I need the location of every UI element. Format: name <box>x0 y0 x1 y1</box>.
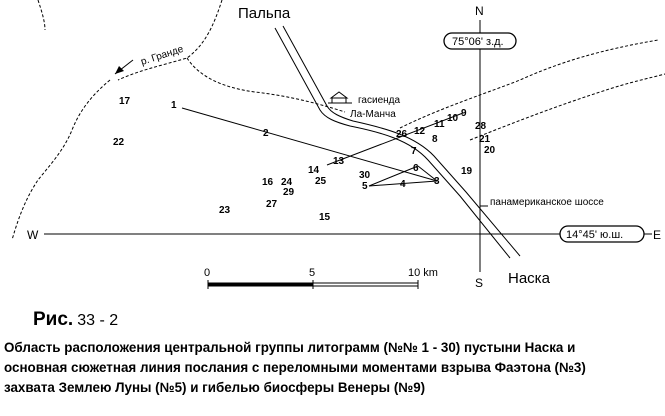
caption-line: захвата Землею Луны (№5) и гибелью биосферы Венеры (№9) <box>4 380 426 395</box>
glyph-point: 7 <box>411 146 417 157</box>
scale-bar <box>208 280 418 289</box>
glyph-point: 10 <box>447 113 459 124</box>
city-palpa: Пальпа <box>238 5 291 22</box>
terrain-line-east-2 <box>470 74 665 140</box>
longitude-label: 75°06' з.д. <box>452 36 504 48</box>
glyph-point: 23 <box>219 205 231 216</box>
scale-end: 10 km <box>408 267 438 279</box>
hacienda-icon <box>328 92 352 103</box>
glyph-point: 2 <box>263 128 269 139</box>
riverbank-line <box>187 58 345 112</box>
river-grande-line <box>118 0 222 80</box>
caption-line: Область расположения центральной группы литограмм (№№ 1 - 30) пустыни Наска и <box>4 340 576 355</box>
sight-lines <box>182 108 463 186</box>
glyph-point: 3 <box>434 176 440 187</box>
river-label: р. Гранде <box>139 43 185 68</box>
glyph-point: 20 <box>484 145 496 156</box>
glyph-point: 24 <box>281 177 293 188</box>
glyph-point: 11 <box>434 119 445 130</box>
glyph-point: 1 <box>171 100 177 111</box>
compass-east: E <box>653 228 662 242</box>
latitude-label: 14°45' ю.ш. <box>566 229 624 241</box>
figure-label-text: Рис. <box>33 309 74 330</box>
glyph-point: 15 <box>319 212 331 223</box>
glyph-point: 5 <box>362 181 368 192</box>
glyph-point: 28 <box>475 121 487 132</box>
scale-mid: 5 <box>309 267 316 279</box>
compass-west: W <box>27 228 39 242</box>
hacienda-name: гасиенда <box>358 95 401 106</box>
glyph-point: 14 <box>308 165 320 176</box>
glyph-point: 19 <box>461 166 473 177</box>
highway-label: панамериканское шоссе <box>490 197 604 208</box>
glyph-point: 4 <box>400 179 406 190</box>
glyph-point: 26 <box>396 129 408 140</box>
glyph-point: 16 <box>262 177 274 188</box>
glyph-point: 17 <box>119 96 131 107</box>
glyph-point: 29 <box>283 187 295 198</box>
scale-zero: 0 <box>204 267 211 279</box>
glyph-point: 27 <box>266 199 278 210</box>
city-nasca: Наска <box>508 270 550 287</box>
compass-south: S <box>475 276 484 290</box>
terrain-line-upper <box>38 0 45 30</box>
glyph-point: 9 <box>461 108 467 119</box>
glyph-point: 13 <box>333 156 345 167</box>
glyph-point: 21 <box>479 134 491 145</box>
glyph-point: 8 <box>432 134 438 145</box>
glyph-point: 30 <box>359 170 371 181</box>
figure-number: 33 - 2 <box>77 312 119 329</box>
terrain-line-west <box>12 80 110 240</box>
caption-line: основная сюжетная линия послания с переломными моментами взрыва Фаэтона (№3) <box>4 360 586 375</box>
glyph-point: 6 <box>413 163 419 174</box>
hacienda-location: Ла-Манча <box>350 109 396 120</box>
compass-north: N <box>475 4 484 18</box>
glyph-point: 25 <box>315 176 327 187</box>
glyph-point: 22 <box>113 137 125 148</box>
terrain-line-east <box>400 40 658 128</box>
figure-caption <box>4 338 664 398</box>
figure-label <box>33 309 118 331</box>
glyph-point: 12 <box>414 126 426 137</box>
